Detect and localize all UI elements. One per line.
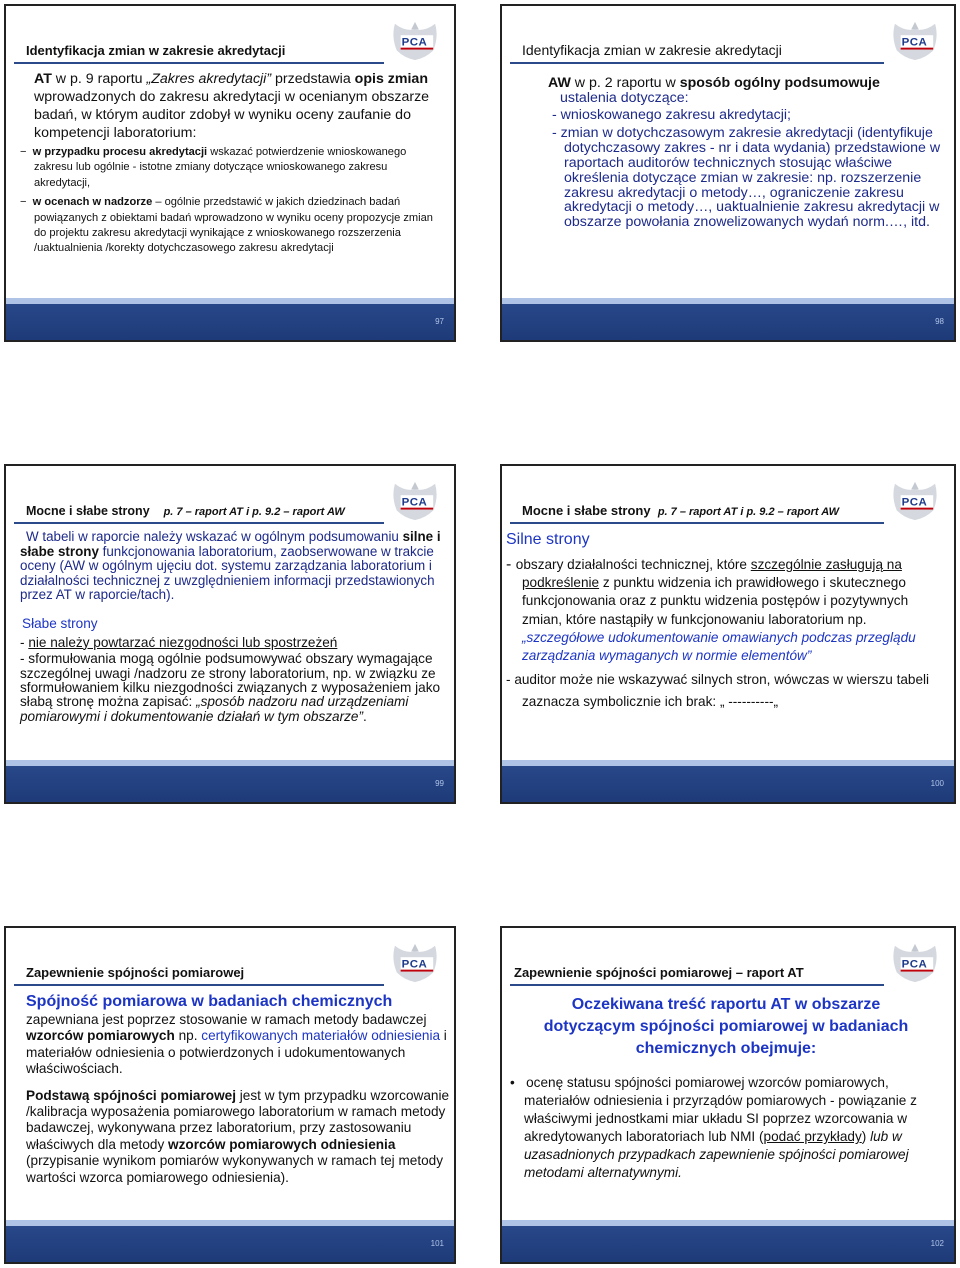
text-run: w przypadku procesu akredytacji — [32, 146, 208, 158]
slide-101 — [4, 926, 456, 1264]
text-run: szczególnie zasługują na podkreślenie — [522, 557, 902, 591]
slide-title-bar — [14, 494, 384, 524]
list-item — [506, 1074, 946, 1182]
text-run: „Zakres akredytacji” — [146, 71, 272, 87]
text-run: i materiałów odniesienia o potwierdzonych i udokumentowanych właściwościach. — [26, 1028, 447, 1077]
text-run: w ocenach w nadzorze — [32, 196, 153, 209]
slide-content — [26, 992, 450, 1186]
text-run: lub w uzasadnionych przypadkach zapewnienie spójności pomiarowej metodami alternatywnymi. — [524, 1129, 909, 1180]
slide-content — [506, 530, 946, 713]
list-item — [20, 636, 444, 651]
intro-paragraph — [20, 530, 444, 603]
dash-marker: − — [20, 196, 27, 209]
slide-content — [20, 530, 444, 724]
slide-99 — [4, 464, 456, 804]
bullet-list — [20, 145, 442, 257]
text-run: podać przykłady — [763, 1129, 862, 1144]
text-run: certyfikowanych materiałów odniesienia — [201, 1028, 441, 1044]
text-run: wzorców pomiarowych — [26, 1028, 175, 1044]
slide-title-bar — [14, 956, 384, 986]
slide-title — [26, 504, 345, 518]
list-item — [20, 145, 442, 191]
paragraph — [26, 1012, 450, 1078]
page-number: 99 — [435, 779, 444, 788]
dash-marker: - — [20, 634, 29, 650]
slide-footer — [6, 760, 454, 802]
section-heading: Oczekiwana treść raportu AT w obszarze dotyczącym spójności pomiarowej w badaniach chemicznych obejmuje: — [543, 996, 909, 1057]
slide-footer — [502, 760, 954, 802]
slide-98 — [500, 4, 956, 342]
text-run: wzorców pomiarowych odniesienia — [168, 1136, 396, 1152]
text-run: w p. 9 raportu — [51, 71, 147, 87]
text-run: wprowadzonych do zakresu akredytacji w ocenianym obszarze badań, w którym auditor zdobył w wyniku oceny zaufanie do kompetencji laboratorium: — [34, 89, 430, 141]
page-number: 102 — [930, 1239, 944, 1248]
page-number: 100 — [930, 779, 944, 788]
slide-title: Identyfikacja zmian w zakresie akredytacji — [26, 43, 286, 58]
slide-footer — [502, 1220, 954, 1262]
section-heading: Słabe strony — [22, 615, 98, 631]
slide-title — [522, 503, 839, 518]
text-run: ) — [861, 1129, 871, 1144]
slide-content — [548, 76, 942, 230]
text-run: „szczegółowe udokumentowanie omawianych podczas przeglądu zarządzania wymaganych w normie elementów” — [522, 629, 916, 664]
list-item — [506, 556, 946, 665]
text-run: „sposób nadzoru nad urządzeniami pomiarowymi i dokumentowanie działań w tym obszarze” — [20, 694, 409, 724]
slide-title-bar — [510, 34, 884, 64]
text-run: z punktu widzenia ich prawidłowego i skutecznego funkcjonowania oraz z punktu widzenia postępów i pozytywnych zmian, które nastąpiły w funkcjonowaniu laboratorium np. — [522, 575, 909, 627]
intro-paragraph — [34, 70, 442, 142]
at-label: AT — [34, 71, 52, 87]
slide-footer — [6, 1220, 454, 1262]
text-run: ocenę statusu spójności pomiarowej wzorców pomiarowych, materiałów odniesienia i przyrządów pomiarowych - powiązanie z właściwymi jednostkami miar układu SI poprzez wzorcowania w akredytowanych laboratoriach lub NMI ( — [524, 1075, 917, 1144]
text-run: ustalenia dotyczące: — [560, 89, 689, 106]
text-run: sposób ogólny podsumowuje — [679, 75, 880, 91]
text-run: – ogólnie przedstawić w jakich dziedzinach badań powiązanych z obiektami badań wprowadzono w wyniku oceny propozycje zmian do projektu zakresu akredytacji wynikające z wnioskowanego rozszerzenia /uaktualnienia /korekty dotychczasowego zakresu akredytacji — [34, 196, 433, 255]
pca-logo-icon — [386, 478, 444, 522]
slide-100 — [500, 464, 956, 804]
section-heading: Silne strony — [506, 531, 590, 548]
text-run: jest w tym przypadku wzorcowanie /kalibracja wyposażenia pomiarowego laboratorium w ramach metody badawczej, wykonywana przez laboratorium, przy zastosowaniu właściwych dla metody — [26, 1087, 450, 1152]
list-item: - wnioskowanego zakresu akredytacji; — [552, 106, 791, 123]
text-run: opis zmian — [354, 71, 428, 87]
list-item — [506, 669, 946, 713]
text-run: Podstawą spójności pomiarowej — [26, 1087, 236, 1103]
section-heading: Spójność pomiarowa w badaniach chemicznych — [26, 993, 393, 1010]
slide-97 — [4, 4, 456, 342]
text-run: - sformułowania mogą ogólnie podsumowywać obszary wymagające szczególnej uwagi /nadzoru ze strony laboratorium, np. w związku ze sformułowaniem kilku niezgodności związanych z wyposażeniem jako słabą stronę można zapisać: — [20, 651, 441, 710]
dash-marker: - — [506, 556, 516, 573]
slide-title-bar — [510, 494, 884, 524]
text-run: nie należy powtarzać niezgodności lub spostrzeżeń — [28, 634, 338, 650]
page-number: 101 — [430, 1239, 444, 1248]
text-run: silne i słabe strony — [20, 529, 441, 559]
list-item — [20, 195, 442, 257]
dash-marker: − — [20, 146, 27, 158]
list-item — [20, 652, 444, 724]
pca-logo-icon — [886, 478, 944, 522]
list-item: - zmian w dotychczasowym zakresie akredytacji (identyfikuje dotychczasowy zakres - nr i data wydania) przedstawione w raportach auditorów technicznych stosując właściwe określenia dotyczące zmian w zakresie: np. rozszerzenie zakresu akredytacji o metody…, ograniczenie zakresu akredytacji o metody…, uaktualnienie zakresu akredytacji w obszarze powołania znowelizowanych wydań norm.…, itd. — [552, 125, 941, 231]
slide-title: Identyfikacja zmian w zakresie akredytacji — [522, 42, 782, 58]
paragraph — [26, 1088, 450, 1186]
text-run: . — [363, 708, 367, 724]
aw-label: AW — [548, 75, 571, 91]
slide-footer — [6, 298, 454, 340]
slide-title: Zapewnienie spójności pomiarowej — [26, 965, 245, 980]
slide-title-bar — [14, 34, 384, 64]
page-number: 97 — [435, 317, 444, 326]
page-number: 98 — [935, 317, 944, 326]
text-run: przedstawia — [271, 71, 355, 87]
title-sub: p. 7 – raport AT i p. 9.2 – raport AW — [657, 506, 839, 518]
slide-content — [20, 70, 442, 257]
title-sub: 2 – raport AW — [274, 506, 345, 518]
intro-paragraph — [548, 76, 942, 106]
dash-marker: - — [506, 672, 515, 688]
text-run: auditor może nie wskazywać silnych stron, wówczas w wierszu tabeli zaznacza symbolicznie ich brak: „ ----------„ — [514, 672, 930, 710]
text-run: np. — [174, 1028, 202, 1044]
text-run: (przypisanie wynikom pomiarów wykonywanych w ramach tej metody wartości wzorca pomiarowego odniesienia). — [26, 1153, 444, 1185]
slide-footer — [502, 298, 954, 340]
slide-title: Zapewnienie spójności pomiarowej – raport AT — [514, 965, 804, 980]
bullet-marker: • — [510, 1075, 515, 1090]
title-sub: p. 7 – raport AT i p. 9. — [163, 506, 275, 518]
text-run: obszary działalności technicznej, które — [515, 557, 751, 572]
title-text: Mocne i słabe strony — [26, 504, 150, 518]
pca-logo-icon — [886, 940, 944, 984]
slide-content — [506, 994, 946, 1182]
pca-logo-icon — [386, 940, 444, 984]
pca-logo-icon — [886, 18, 944, 62]
slide-102 — [500, 926, 956, 1264]
text-run: wskazać potwierdzenie wnioskowanego zakresu lub ogólnie - istotne zmiany dotyczące wnioskowanego zakresu akredytacji, — [34, 146, 407, 189]
text-run: w p. 2 raportu w — [570, 75, 680, 91]
slide-title-bar — [510, 956, 884, 986]
title-text: Mocne i słabe strony — [522, 503, 651, 518]
text-run: zapewniana jest poprzez stosowanie w ramach metody badawczej — [26, 1012, 427, 1027]
text-run: funkcjonowania laboratorium, zaobserwowane w trakcie oceny (AW w ogólnym ujęciu dot. systemu zarządzania laboratorium i działalności technicznej z uwzględnieniem informacji przedstawionych przez AT w raporcie/tach). — [20, 543, 435, 603]
text-run: W tabeli w raporcie należy wskazać w ogólnym podsumowaniu — [26, 529, 403, 544]
pca-logo-icon — [386, 18, 444, 62]
